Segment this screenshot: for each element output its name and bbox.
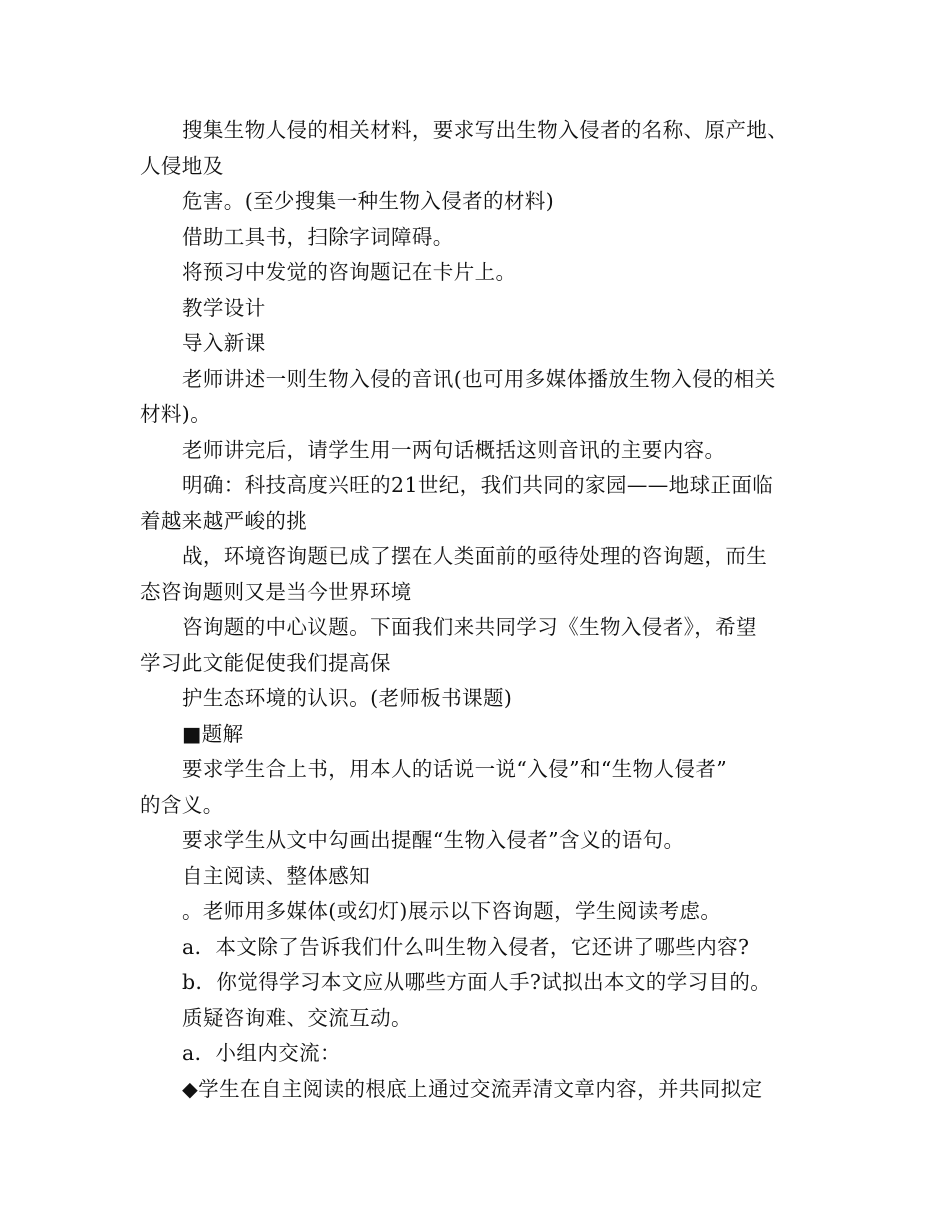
text-line: 导入新课 bbox=[182, 331, 266, 355]
text-line: 态咨询题则又是当今世界环境 bbox=[140, 579, 412, 604]
text-line: 要求学生从文中勾画出提醒“生物入侵者”含义的语句。 bbox=[182, 828, 685, 852]
document-body bbox=[140, 113, 830, 1107]
text-line: 明确：科技高度兴旺的21世纪，我们共同的家园——地球正面临 bbox=[182, 473, 774, 497]
text-line: 。老师用多媒体(或幻灯)展示以下咨询题，学生阅读考虑。 bbox=[182, 899, 722, 923]
text-line: a．小组内交流： bbox=[182, 1041, 341, 1065]
text-line: 自主阅读、整体感知 bbox=[182, 863, 371, 888]
text-line: 材料)。 bbox=[140, 402, 212, 426]
text-line: 护生态环境的认识。(老师板书课题) bbox=[182, 686, 513, 710]
text-line: 着越来越严峻的挑 bbox=[140, 508, 308, 533]
text-line: 老师讲述一则生物入侵的音讯(也可用多媒体播放生物入侵的相关 bbox=[182, 366, 776, 391]
text-line: ◆学生在自主阅读的根底上通过交流弄清文章内容，并共同拟定 bbox=[182, 1076, 763, 1101]
text-line: 危害。(至少搜集一种生物入侵者的材料) bbox=[182, 189, 555, 213]
text-line: 老师讲完后，请学生用一两句话概括这则音讯的主要内容。 bbox=[182, 437, 726, 462]
text-line: ■题解 bbox=[182, 721, 244, 746]
text-line: 的含义。 bbox=[140, 792, 224, 817]
text-line: b．你觉得学习本文应从哪些方面人手?试拟出本文的学习目的。 bbox=[182, 970, 772, 994]
text-line: 战，环境咨询题已成了摆在人类面前的亟待处理的咨询题，而生 bbox=[182, 544, 768, 568]
text-line: 教学设计 bbox=[182, 295, 266, 320]
text-line: 咨询题的中心议题。下面我们来共同学习《生物入侵者》，希望 bbox=[182, 615, 757, 639]
text-line: 要求学生合上书，用本人的话说一说“入侵”和“生物人侵者” bbox=[182, 757, 728, 781]
text-line: 质疑咨询难、交流互动。 bbox=[182, 1005, 412, 1030]
text-line: a．本文除了告诉我们什么叫生物入侵者，它还讲了哪些内容? bbox=[182, 934, 750, 959]
text-line: 学习此文能促使我们提高保 bbox=[140, 650, 391, 675]
text-line: 人侵地及 bbox=[140, 153, 224, 178]
text-line: 将预习中发觉的咨询题记在卡片上。 bbox=[182, 260, 517, 284]
text-line: 借助工具书，扫除字词障碍。 bbox=[182, 224, 454, 249]
text-line: 搜集生物人侵的相关材料，要求写出生物入侵者的名称、原产地、 bbox=[182, 118, 789, 142]
